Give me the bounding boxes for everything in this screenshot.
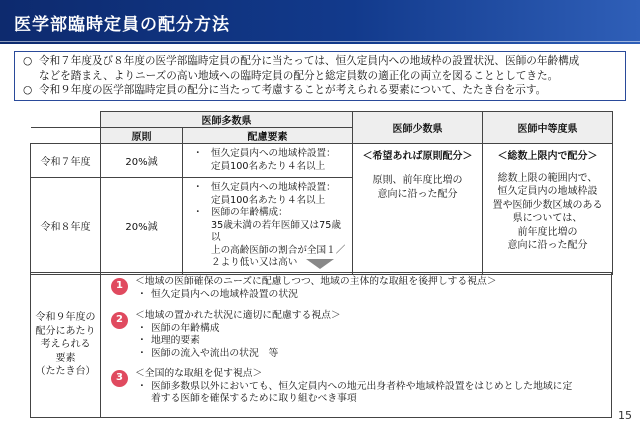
intro-line-2 [21, 83, 619, 98]
factor-head-1: ＜地域の医師確保のニーズに配慮しつつ、地域の主体的な取組を後押しする視点＞ [135, 276, 497, 287]
intro-box [14, 51, 626, 101]
factors-side-label: 令和９年度の 配分にあたり 考えられる 要素 （たたき台） [31, 273, 101, 417]
mid-doctors-head: ＜総数上限内で配分＞ [497, 151, 598, 162]
few-doctors-head: ＜希望あれば原則配分＞ [362, 151, 473, 162]
few-doctors-cell [353, 144, 483, 275]
header-many-doctors: 医師多数県 [101, 112, 353, 128]
principle-r8: 20%減 [101, 178, 183, 275]
row-label-r8: 令和８年度 [31, 178, 101, 275]
few-doctors-body-2: 意向に沿った配分 [377, 189, 458, 200]
principle-r7: 20%減 [101, 144, 183, 178]
table-corner [31, 112, 101, 128]
number-badge-icon: 2 [111, 312, 128, 329]
header-mid-doctors: 医師中等度県 [483, 112, 613, 144]
mid-doctors-cell [483, 144, 613, 275]
mid-doctors-body-5: 前年度比増の [517, 226, 578, 238]
factors-body [101, 273, 611, 417]
circle-bullet-icon: ○ [23, 55, 33, 67]
table-corner-2 [31, 128, 101, 144]
header-principle: 原則 [101, 128, 183, 144]
dot-bullet-icon: ・ [193, 148, 203, 159]
intro-text-1-cont: などを踏まえ、よりニーズの高い地域への臨時定員の配分と総定員数の適正化の両立を図ることとしてきた。 [39, 69, 559, 82]
dot-bullet-icon: ・ [193, 207, 203, 218]
list-item: 3 ＜全国的な取組を促す視点＞ ・ 医師多数県以外においても、恒久定員内への地元出身者枠や地域枠設置をはじめとした地域に定 着する医師を確保するために取り組むべき事項 [107, 368, 605, 406]
intro-text-1: 令和７年度及び８年度の医学部臨時定員の配分に当たっては、恒久定員内への地域枠の設置状況、医師の年齢構成 [39, 55, 580, 67]
mid-doctors-body-2: 恒久定員内の地域枠設 [497, 186, 598, 197]
factors-r8: ・ 恒久定員内への地域枠設置： 定員100名あたり４名以上 ・ 医師の年齢構成： 35歳未満の若年医師又は75歳以 上の高齢医師の割合が全国１／ ２より低い又は高い [183, 178, 353, 275]
intro-text-2: 令和９年度の医学部臨時定員の配分に当たって考慮することが考えられる要素について、たたき台を示す。 [39, 84, 547, 96]
number-badge-icon: 3 [111, 370, 128, 387]
down-arrow-icon [306, 259, 334, 269]
slide-title: 医学部臨時定員の配分方法 [14, 15, 230, 35]
mid-doctors-body-3: 置や医師少数区域のある [492, 199, 603, 211]
circle-bullet-icon: ○ [23, 84, 33, 96]
page-number: 15 [618, 409, 632, 422]
title-rule [0, 41, 640, 42]
header-factors: 配慮要素 [183, 128, 353, 144]
title-bar [0, 0, 640, 44]
table-row [31, 144, 613, 178]
intro-line-1 [21, 54, 619, 69]
factor-head-3: ＜全国的な取組を促す視点＞ [135, 368, 263, 379]
factors-r7: ・ 恒久定員内への地域枠設置： 定員100名あたり４名以上 [183, 144, 353, 178]
row-label-r7: 令和７年度 [31, 144, 101, 178]
list-item: 2 ＜地域の置かれた状況に適切に配慮する視点＞ ・ 医師の年齢構成 ・ 地理的要素 ・ 医師の流入や流出の状況 等 [107, 310, 605, 360]
mid-doctors-body-1: 総数上限の範囲内で、 [497, 172, 598, 184]
list-item: 1 ＜地域の医師確保のニーズに配慮しつつ、地域の主体的な取組を後押しする視点＞ ・ 恒久定員内への地域枠設置の状況 [107, 276, 605, 301]
factors-box [30, 272, 612, 418]
factor-head-2: ＜地域の置かれた状況に適切に配慮する視点＞ [135, 310, 341, 321]
number-badge-icon: 1 [111, 278, 128, 295]
header-few-doctors: 医師少数県 [353, 112, 483, 144]
few-doctors-body-1: 原則、前年度比増の [372, 175, 463, 186]
dot-bullet-icon: ・ [193, 182, 203, 193]
mid-doctors-body-6: 意向に沿った配分 [507, 240, 588, 251]
allocation-table [30, 111, 613, 275]
mid-doctors-body-4: 県については、 [512, 213, 583, 224]
